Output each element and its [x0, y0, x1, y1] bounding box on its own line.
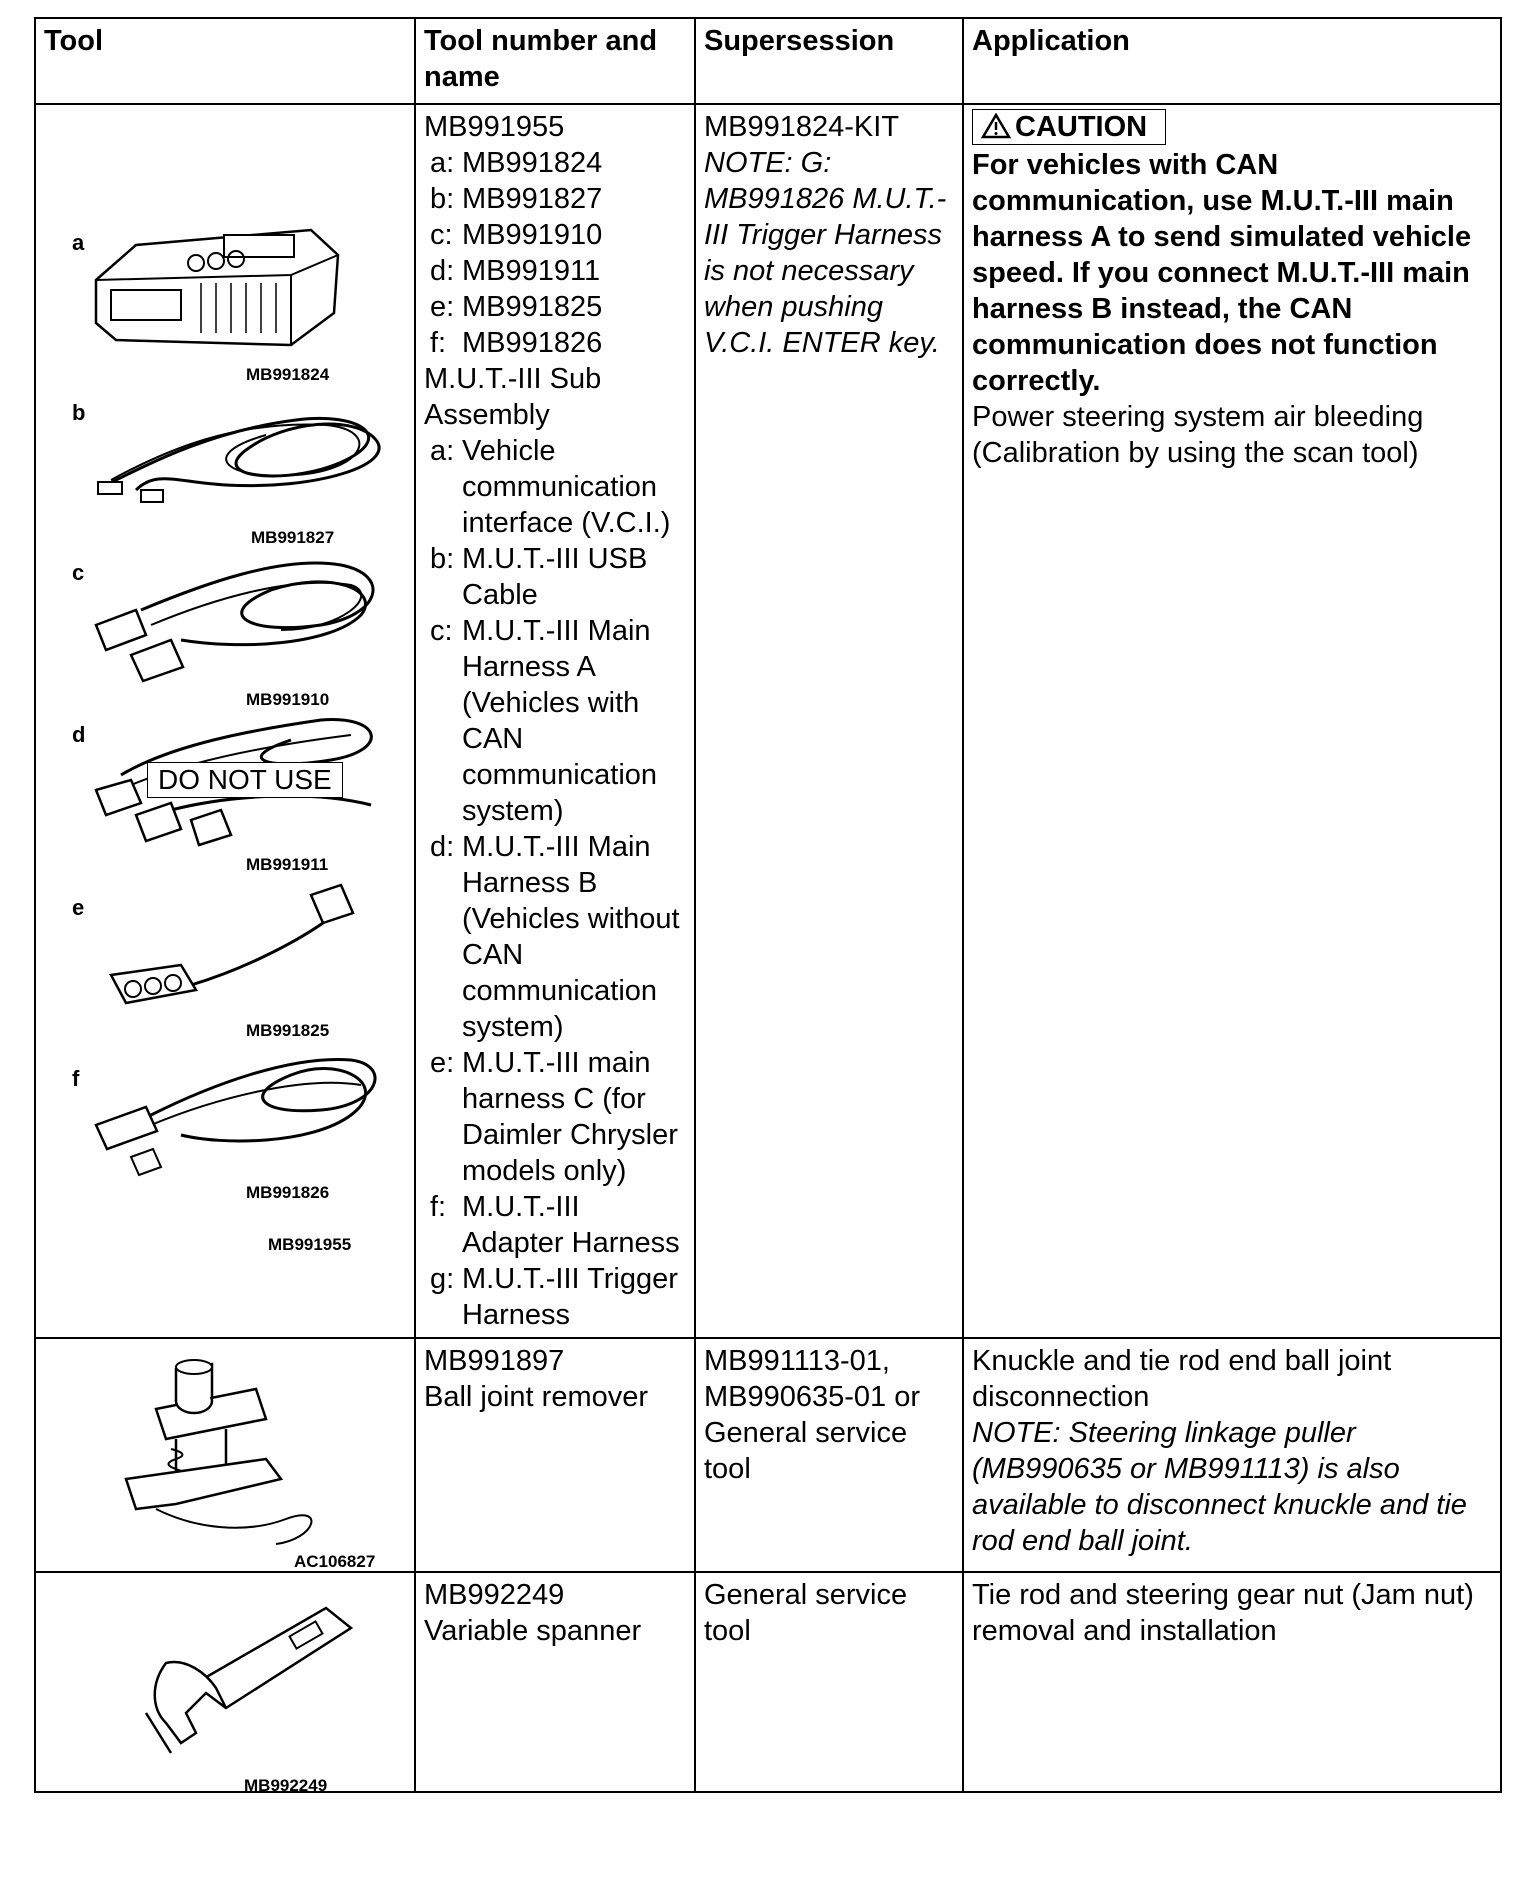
supersession-cell: [695, 1572, 963, 1792]
special-tools-table: [34, 17, 1502, 1793]
tool-number: MB992249: [424, 1579, 565, 1611]
do-not-use-label: DO NOT USE: [147, 762, 343, 798]
trigger-harness-icon: [91, 1045, 391, 1180]
vci-unit-icon: [76, 205, 366, 365]
header-tool: Tool: [35, 18, 415, 104]
supersession-cell: [695, 104, 963, 1338]
application-cell: [963, 1338, 1501, 1572]
name-line: b: M.U.T.-III USB Cable: [430, 543, 648, 611]
warning-triangle-icon: [981, 113, 1011, 139]
main-harness-a-icon: [91, 555, 391, 685]
part-code-caption: MB991910: [246, 690, 330, 709]
header-application: Application: [963, 18, 1501, 104]
tool-illustration-cell: [35, 1338, 415, 1572]
number-line: a: MB991824: [430, 147, 603, 179]
part-letter: e: [72, 895, 85, 920]
part-code-caption: MB991827: [251, 528, 335, 547]
application-text: Power steering system air bleeding (Calibration by using the scan tool): [972, 401, 1424, 469]
part-letter: c: [72, 560, 85, 585]
variable-spanner-icon: [126, 1593, 366, 1763]
part-letter: b: [72, 400, 86, 425]
supersession-value: MB991824-KIT: [704, 111, 900, 143]
part-code-caption: MB991911: [246, 855, 329, 874]
kit-code-caption: MB991955: [268, 1235, 352, 1254]
main-harness-c-icon: [91, 875, 391, 1015]
tool-code-caption: MB992249: [244, 1776, 328, 1795]
number-line: f: MB991826: [430, 327, 603, 359]
supersession-value: General service tool: [704, 1579, 908, 1647]
part-letter: a: [72, 230, 85, 255]
ball-joint-remover-icon: [116, 1359, 376, 1549]
part-letter: d: [72, 722, 86, 747]
tool-number-name-cell: [415, 104, 695, 1338]
supersession-note: NOTE: G: MB991826 M.U.T.-III Trigger Harness is not necessary when pushing V.C.I. ENTER key.: [704, 147, 947, 359]
application-cell: [963, 104, 1501, 1338]
number-line: d: MB991911: [430, 255, 601, 287]
header-tool-number-name: Tool number and name: [415, 18, 695, 104]
application-note: NOTE: Steering linkage puller (MB990635 or MB991113) is also available to disconnect knuckle and tie rod end ball joint.: [972, 1417, 1467, 1557]
number-main: MB991955: [424, 111, 565, 143]
application-cell: [963, 1572, 1501, 1792]
caution-badge: [972, 109, 1166, 145]
sub-assembly-heading: M.U.T.-III Sub Assembly: [424, 363, 602, 431]
usb-cable-icon: [96, 390, 396, 515]
part-code-caption: MB991826: [246, 1183, 330, 1202]
number-line: [424, 109, 686, 145]
caution-label: CAUTION: [1015, 111, 1148, 143]
name-line: d: M.U.T.-III Main Harness B (Vehicles without CAN communication system): [430, 831, 680, 1043]
tool-illustration-cell: [35, 1572, 415, 1795]
supersession-value: MB991113-01, MB990635-01 or General service tool: [704, 1345, 921, 1485]
table-row: [35, 1338, 1501, 1572]
part-code-caption: MB991825: [246, 1021, 330, 1040]
part-code-caption: MB991824: [246, 365, 330, 384]
name-line: a: Vehicle communication interface (V.C.I.): [430, 435, 671, 539]
part-letter: f: [72, 1066, 80, 1091]
name-line: c: M.U.T.-III Main Harness A (Vehicles with CAN communication system): [430, 615, 658, 827]
name-line: g: M.U.T.-III Trigger Harness: [430, 1263, 678, 1331]
tool-number: MB991897: [424, 1345, 565, 1377]
number-line: e: MB991825: [430, 291, 603, 323]
application-text: Knuckle and tie rod end ball joint disconnection: [972, 1345, 1392, 1413]
tool-number-name-cell: [415, 1338, 695, 1572]
caution-text: For vehicles with CAN communication, use M.U.T.-III main harness A to send simulated vehicle speed. If you connect M.U.T.-III main harness B instead, the CAN communication does not function correctly.: [972, 149, 1472, 397]
supersession-cell: [695, 1338, 963, 1572]
tool-name: Variable spanner: [424, 1615, 642, 1647]
table-row: [35, 1572, 1501, 1792]
number-line: b: MB991827: [430, 183, 603, 215]
tool-code-caption: AC106827: [294, 1552, 376, 1571]
tool-name: Ball joint remover: [424, 1381, 649, 1413]
tool-number-name-cell: [415, 1572, 695, 1792]
tool-illustration-cell: [35, 104, 415, 1338]
name-line: e: M.U.T.-III main harness C (for Daimler Chrysler models only): [430, 1047, 678, 1187]
number-line: c: MB991910: [430, 219, 603, 251]
table-row: [35, 104, 1501, 1338]
header-row: [35, 18, 1501, 104]
name-line: f: M.U.T.-III Adapter Harness: [430, 1191, 680, 1259]
header-supersession: Supersession: [695, 18, 963, 104]
application-text: Tie rod and steering gear nut (Jam nut) removal and installation: [972, 1579, 1474, 1647]
